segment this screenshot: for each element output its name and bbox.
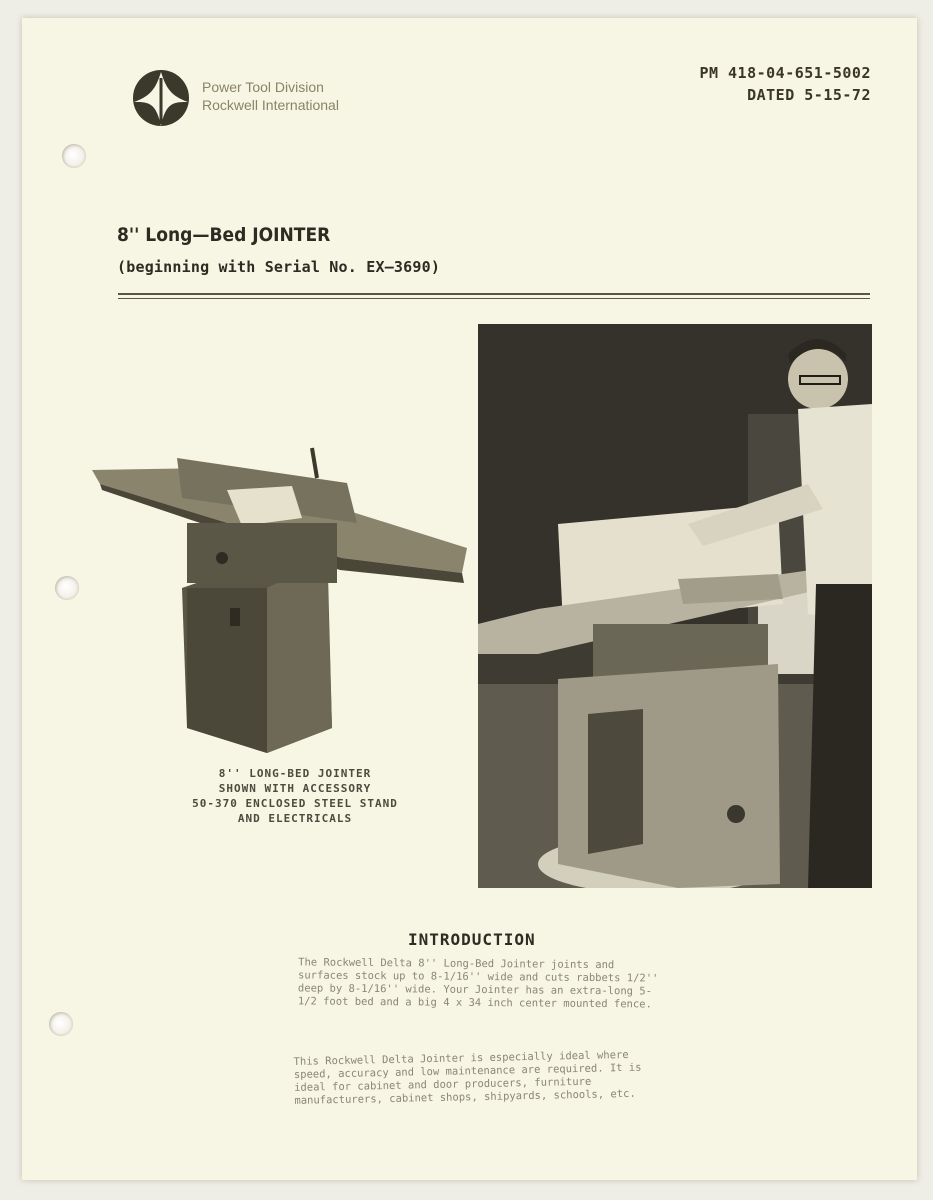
caption-line-3: 50-370 ENCLOSED STEEL STAND <box>192 797 398 810</box>
introduction-paragraph-2: This Rockwell Delta Jointer is especially ideal where speed, accuracy and low maintenance are required. It is ideal for cabinet and door producers, furniture manufacturers, cabinet shops, shipyards, schools, etc. <box>293 1048 642 1107</box>
binder-hole-middle <box>55 576 79 600</box>
caption-line-2: SHOWN WITH ACCESSORY <box>218 782 372 795</box>
rockwell-logo-icon <box>126 68 196 128</box>
title-rule-bottom <box>118 298 870 299</box>
operator-using-jointer-photo <box>478 324 872 888</box>
document-subtitle: (beginning with Serial No. EX—3690) <box>117 258 441 276</box>
pm-number: PM 418-04-651-5002 <box>699 64 871 82</box>
document-number-block <box>699 62 871 106</box>
binder-hole-bottom <box>49 1012 73 1036</box>
dated-line: DATED 5-15-72 <box>747 86 871 104</box>
introduction-heading: INTRODUCTION <box>408 930 536 949</box>
document-title: 8'' Long—Bed JOINTER <box>117 224 331 246</box>
title-rule-top <box>118 293 870 295</box>
brand-division: Power Tool Division <box>202 79 324 95</box>
binder-hole-top <box>62 144 86 168</box>
brand-company: Rockwell International <box>202 97 339 113</box>
brand-block <box>202 78 339 114</box>
jointer-product-photo <box>92 428 472 768</box>
caption-line-4: AND ELECTRICALS <box>237 812 353 825</box>
introduction-paragraph-1: The Rockwell Delta 8'' Long-Bed Jointer joints and surfaces stock up to 8-1/16'' wide and cuts rabbets 1/2'' deep by 8-1/16'' wide. Your Jointer has an extra-long 5-1/2 foot bed and a big 4 x 34 inch center mounted fence. <box>297 956 659 1011</box>
caption-line-1: 8'' LONG-BED JOINTER <box>218 767 372 780</box>
photo-caption <box>170 766 420 826</box>
document-page <box>22 18 917 1180</box>
